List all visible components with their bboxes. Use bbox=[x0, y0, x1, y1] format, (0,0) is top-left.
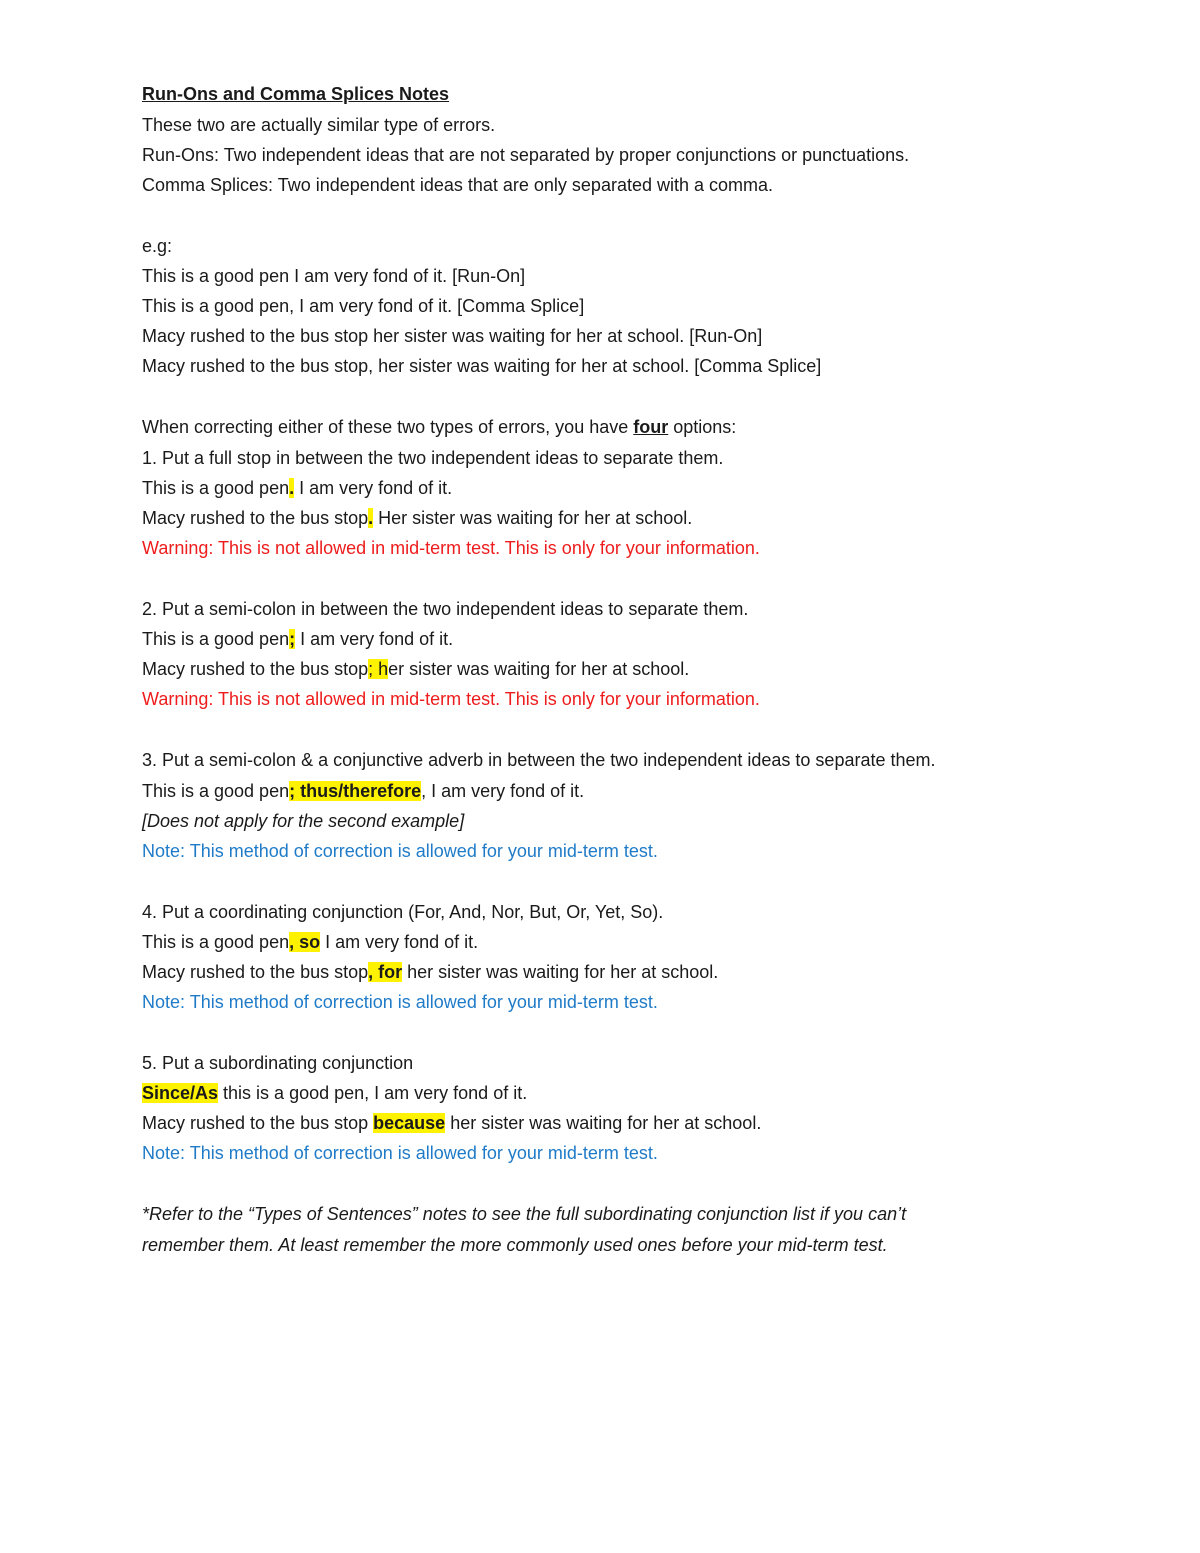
option-3-example-a-pre: This is a good pen bbox=[142, 781, 290, 801]
option-5-example-b-pre: Macy rushed to the bus stop bbox=[142, 1113, 374, 1133]
options-intro-pre: When correcting either of these two types of errors, you have bbox=[142, 417, 634, 437]
option-3-example-a-highlight: ; thus/therefore bbox=[289, 781, 422, 801]
option-5-note: Note: This method of correction is allowed for your mid-term test. bbox=[142, 1143, 658, 1163]
option-5-example-b-highlight: because bbox=[373, 1113, 446, 1133]
option-1-example-a bbox=[142, 475, 452, 501]
option-1-example-b-post: Her sister was waiting for her at school. bbox=[373, 508, 693, 528]
example-line-4: Macy rushed to the bus stop, her sister was waiting for her at school. [Comma Splice] bbox=[142, 356, 822, 376]
option-4-example-a-highlight: , so bbox=[289, 932, 321, 952]
option-2-example-a-pre: This is a good pen bbox=[142, 629, 290, 649]
option-2-example-b-post: er sister was waiting for her at school. bbox=[388, 659, 690, 679]
intro-line-1: These two are actually similar type of errors. bbox=[142, 115, 496, 135]
option-2-example-b bbox=[142, 656, 689, 682]
option-5-example-a-highlight: Since/As bbox=[142, 1083, 219, 1103]
option-1-example-b-pre: Macy rushed to the bus stop bbox=[142, 508, 369, 528]
option-1-heading: 1. Put a full stop in between the two independent ideas to separate them. bbox=[142, 448, 724, 468]
option-4-example-b-post: her sister was waiting for her at school. bbox=[402, 962, 719, 982]
option-4-example-b bbox=[142, 959, 718, 985]
intro-line-2: Run-Ons: Two independent ideas that are not separated by proper conjunctions or punctuations. bbox=[142, 145, 910, 165]
footnote-line-1: *Refer to the “Types of Sentences” notes to see the full subordinating conjunction list if you can’t bbox=[142, 1204, 907, 1224]
option-4-example-b-highlight: , for bbox=[368, 962, 403, 982]
option-4-example-b-pre: Macy rushed to the bus stop bbox=[142, 962, 369, 982]
option-5-example-a bbox=[142, 1080, 527, 1106]
options-intro-post: options: bbox=[668, 417, 737, 437]
option-5-example-b bbox=[142, 1110, 761, 1136]
option-3-note: Note: This method of correction is allowed for your mid-term test. bbox=[142, 841, 658, 861]
option-2-example-a bbox=[142, 626, 453, 652]
options-intro bbox=[142, 414, 736, 440]
option-1-warning: Warning: This is not allowed in mid-term test. This is only for your information. bbox=[142, 538, 760, 558]
page-title: Run-Ons and Comma Splices Notes bbox=[142, 84, 450, 104]
option-3-heading: 3. Put a semi-colon & a conjunctive adverb in between the two independent ideas to separate them. bbox=[142, 750, 936, 770]
example-line-1: This is a good pen I am very fond of it. [Run-On] bbox=[142, 266, 526, 286]
option-4-heading: 4. Put a coordinating conjunction (For, And, Nor, But, Or, Yet, So). bbox=[142, 902, 664, 922]
option-4-example-a-pre: This is a good pen bbox=[142, 932, 290, 952]
option-1-example-a-pre: This is a good pen bbox=[142, 478, 290, 498]
option-3-example-a bbox=[142, 778, 584, 804]
option-4-example-a bbox=[142, 929, 478, 955]
option-1-example-b bbox=[142, 505, 692, 531]
examples-label: e.g: bbox=[142, 236, 173, 256]
option-2-example-b-highlight: ; h bbox=[368, 659, 389, 679]
footnote-line-2: remember them. At least remember the more commonly used ones before your mid-term test. bbox=[142, 1235, 888, 1255]
option-1-example-b-highlight: . bbox=[368, 508, 374, 528]
option-3-example-a-post: , I am very fond of it. bbox=[421, 781, 585, 801]
option-4-example-a-post: I am very fond of it. bbox=[320, 932, 479, 952]
option-3-italic-note: [Does not apply for the second example] bbox=[142, 811, 465, 831]
intro-line-3: Comma Splices: Two independent ideas that are only separated with a comma. bbox=[142, 175, 774, 195]
option-2-example-a-highlight: ; bbox=[289, 629, 296, 649]
option-5-example-b-post: her sister was waiting for her at school. bbox=[445, 1113, 762, 1133]
option-2-heading: 2. Put a semi-colon in between the two independent ideas to separate them. bbox=[142, 599, 749, 619]
option-2-example-a-post: I am very fond of it. bbox=[295, 629, 454, 649]
option-4-note: Note: This method of correction is allowed for your mid-term test. bbox=[142, 992, 658, 1012]
options-intro-emphasis: four bbox=[633, 417, 669, 437]
option-1-example-a-highlight: . bbox=[289, 478, 295, 498]
option-5-heading: 5. Put a subordinating conjunction bbox=[142, 1053, 414, 1073]
option-2-warning: Warning: This is not allowed in mid-term test. This is only for your information. bbox=[142, 689, 760, 709]
example-line-2: This is a good pen, I am very fond of it. [Comma Splice] bbox=[142, 296, 585, 316]
option-2-example-b-pre: Macy rushed to the bus stop bbox=[142, 659, 369, 679]
option-5-example-a-post: this is a good pen, I am very fond of it. bbox=[218, 1083, 528, 1103]
example-line-3: Macy rushed to the bus stop her sister was waiting for her at school. [Run-On] bbox=[142, 326, 763, 346]
option-1-example-a-post: I am very fond of it. bbox=[294, 478, 453, 498]
